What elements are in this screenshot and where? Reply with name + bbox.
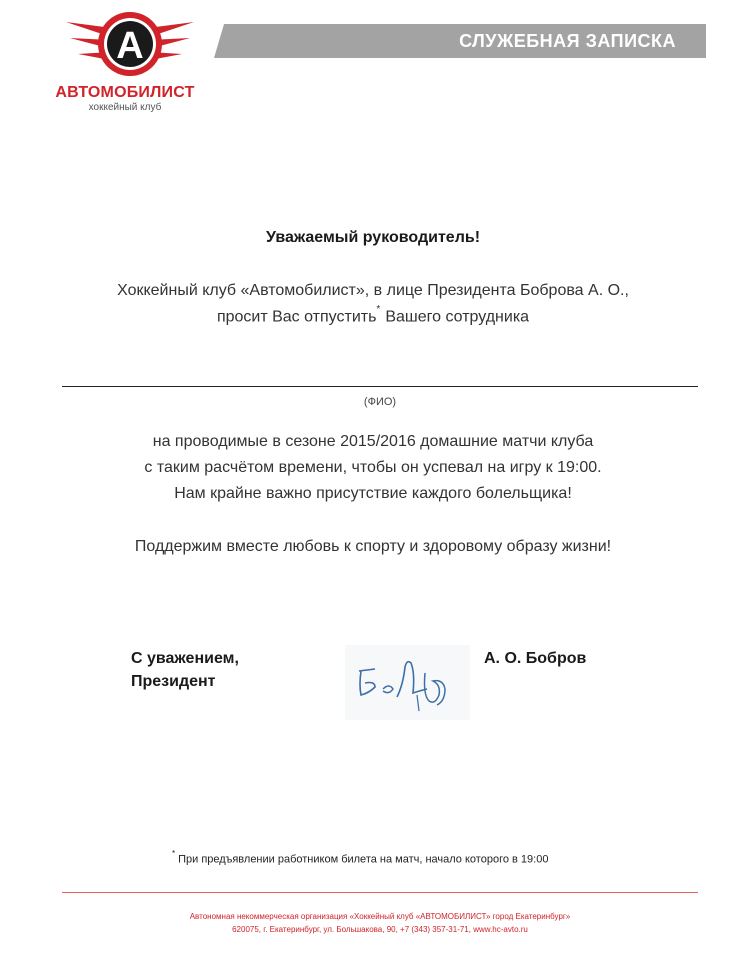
paragraph-line-3: Нам крайне важно присутствие каждого болельщика! xyxy=(174,485,572,502)
signer-name: А. О. Бобров xyxy=(484,650,587,667)
intro-line-2-end: Вашего сотрудника xyxy=(385,308,530,326)
intro-line-2 xyxy=(40,304,706,326)
intro-line-1: Хоккейный клуб «Автомобилист», в лице Президента Боброва А. О., xyxy=(117,282,629,299)
footer-divider xyxy=(62,892,698,893)
fio-label: (ФИО) xyxy=(363,396,397,408)
document-type-title: СЛУЖЕБНАЯ ЗАПИСКА xyxy=(459,31,676,51)
signer-position: Президент xyxy=(131,673,216,690)
winged-wheel-emblem-icon xyxy=(60,8,200,88)
handwritten-signature xyxy=(345,645,470,720)
logo-letter: А xyxy=(116,25,144,67)
fio-blank-line xyxy=(62,386,698,387)
brand-name: АВТОМОБИЛИСТ xyxy=(55,84,195,101)
intro-line-2-start: просит Вас отпустить xyxy=(216,308,377,326)
brand-subtitle: хоккейный клуб xyxy=(88,102,162,113)
paragraph-line-4: Поддержим вместе любовь к спорту и здоровому образу жизни! xyxy=(134,538,612,555)
greeting: Уважаемый руководитель! xyxy=(265,229,481,246)
footer-address: 620075, г. Екатеринбург, ул. Большакова, 90, +7 (343) 357-31-71, www.hc-avto.ru xyxy=(232,925,528,934)
closing: С уважением, xyxy=(131,650,239,667)
document-type-banner xyxy=(214,24,706,58)
paragraph-line-2: с таким расчётом времени, чтобы он успевал на игру к 19:00. xyxy=(144,459,602,476)
footnote-mark: * xyxy=(172,849,176,858)
footer-organization: Автономная некоммерческая организация «Хоккейный клуб «АВТОМОБИЛИСТ» город Екатеринбург» xyxy=(189,912,571,921)
footnote-marker: * xyxy=(376,304,381,315)
footnote xyxy=(172,851,548,866)
paragraph-line-1: на проводимые в сезоне 2015/2016 домашние матчи клуба xyxy=(152,433,594,450)
footnote-text: При предъявлении работником билета на матч, начало которого в 19:00 xyxy=(178,853,549,866)
